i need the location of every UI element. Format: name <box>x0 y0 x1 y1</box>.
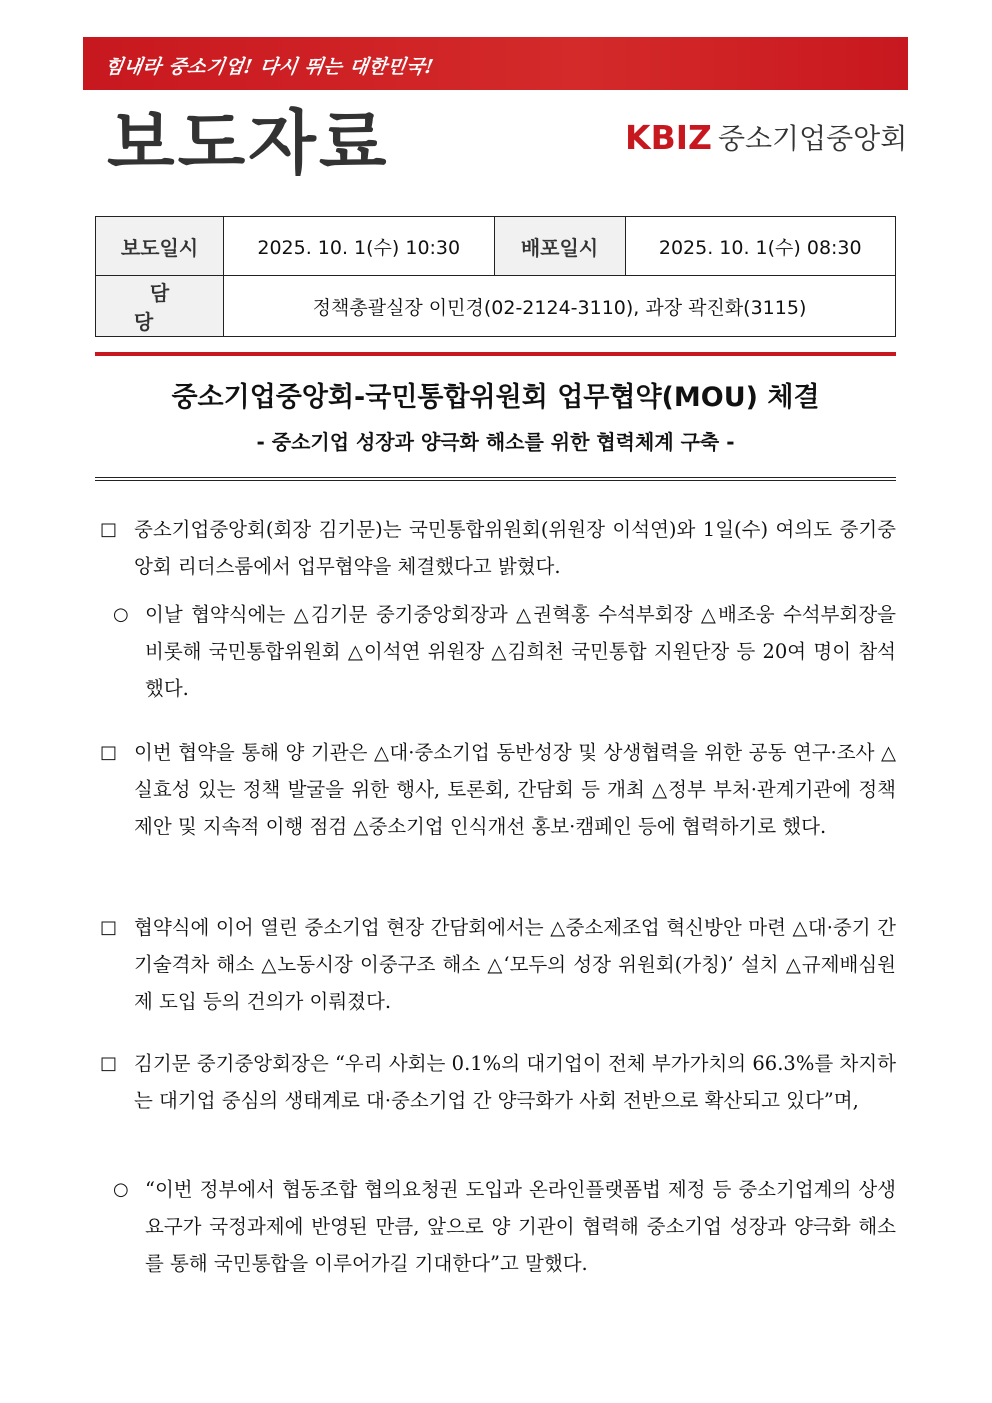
square-bullet-icon: □ <box>100 1053 118 1074</box>
body-paragraph-4 <box>100 909 896 1020</box>
release-date-label: 보도일시 <box>96 217 224 276</box>
square-bullet-icon: □ <box>100 742 118 763</box>
contact-row <box>96 276 896 337</box>
press-release-title: 보도자료 <box>107 102 390 184</box>
contact-label: 담당 <box>133 281 202 334</box>
contact-value: 정책총괄실장 이민경(02-2124-3110), 과장 곽진화(3115) <box>224 276 896 337</box>
distribute-date-label: 배포일시 <box>494 217 625 276</box>
release-info-table <box>95 216 896 337</box>
paragraph-text: “이번 정부에서 협동조합 협의요청권 도입과 온라인플랫폼법 제정 등 중소기업계의 상생 요구가 국정과제에 반영된 만큼, 앞으로 양 기관이 협력해 중소기업 성장과 양극화 해소를 통해 국민통합을 이루어가길 기대한다”고 말했다. <box>145 1178 896 1275</box>
circle-bullet-icon: ○ <box>113 604 129 625</box>
paragraph-text: 이번 협약을 통해 양 기관은 △대·중소기업 동반성장 및 상생협력을 위한 공동 연구·조사 △실효성 있는 정책 발굴을 위한 행사, 토론회, 간담회 등 개최 △정부 부처·관계기관에 정책 제안 및 지속적 이행 점검 △중소기업 인식개선 홍보·캠페인 등에 협력하기로 했다. <box>134 741 896 838</box>
square-bullet-icon: □ <box>100 917 118 938</box>
paragraph-text: 협약식에 이어 열린 중소기업 현장 간담회에서는 △중소제조업 혁신방안 마련 △대·중기 간 기술격차 해소 △노동시장 이중구조 해소 △‘모두의 성장 위원회(가칭)’ 설치 △규제배심원제 도입 등의 건의가 이뤄졌다. <box>134 916 896 1013</box>
kbiz-logo <box>625 116 907 158</box>
distribute-date-value: 2025. 10. 1(수) 08:30 <box>625 217 896 276</box>
banner-slogan: 힘내라 중소기업! 다시 뛰는 대한민국! <box>103 56 436 78</box>
header-banner <box>83 37 908 90</box>
release-info-row <box>96 217 896 276</box>
logo-brand: KBIZ <box>625 117 712 157</box>
circle-bullet-icon: ○ <box>113 1179 129 1200</box>
headline: 중소기업중앙회-국민통합위원회 업무협약(MOU) 체결 <box>171 382 820 413</box>
contact-label-cell <box>96 276 224 337</box>
red-divider <box>95 352 896 356</box>
paragraph-text: 이날 협약식에는 △김기문 중기중앙회장과 △권혁홍 수석부회장 △배조웅 수석부회장을 비롯해 국민통합위원회 △이석연 위원장 △김희천 국민통합 지원단장 등 20여 명이 참석했다. <box>145 603 896 700</box>
body-paragraph-6 <box>113 1171 896 1282</box>
paragraph-text: 중소기업중앙회(회장 김기문)는 국민통합위원회(위원장 이석연)와 1일(수) 여의도 중기중앙회 리더스룸에서 업무협약을 체결했다고 밝혔다. <box>134 518 896 578</box>
body-paragraph-1 <box>100 511 896 585</box>
release-date-value: 2025. 10. 1(수) 10:30 <box>224 217 495 276</box>
square-bullet-icon: □ <box>100 519 118 540</box>
paragraph-text: 김기문 중기중앙회장은 “우리 사회는 0.1%의 대기업이 전체 부가가치의 66.3%를 차지하는 대기업 중심의 생태계로 대·중소기업 간 양극화가 사회 전반으로 확산되고 있다”며, <box>134 1052 896 1112</box>
body-paragraph-2 <box>113 596 896 707</box>
double-divider <box>95 477 896 481</box>
body-paragraph-5 <box>100 1045 896 1119</box>
body-paragraph-3 <box>100 734 896 845</box>
subheadline: - 중소기업 성장과 양극화 해소를 위한 협력체계 구축 - <box>256 430 735 454</box>
logo-org-name: 중소기업중앙회 <box>717 122 908 155</box>
